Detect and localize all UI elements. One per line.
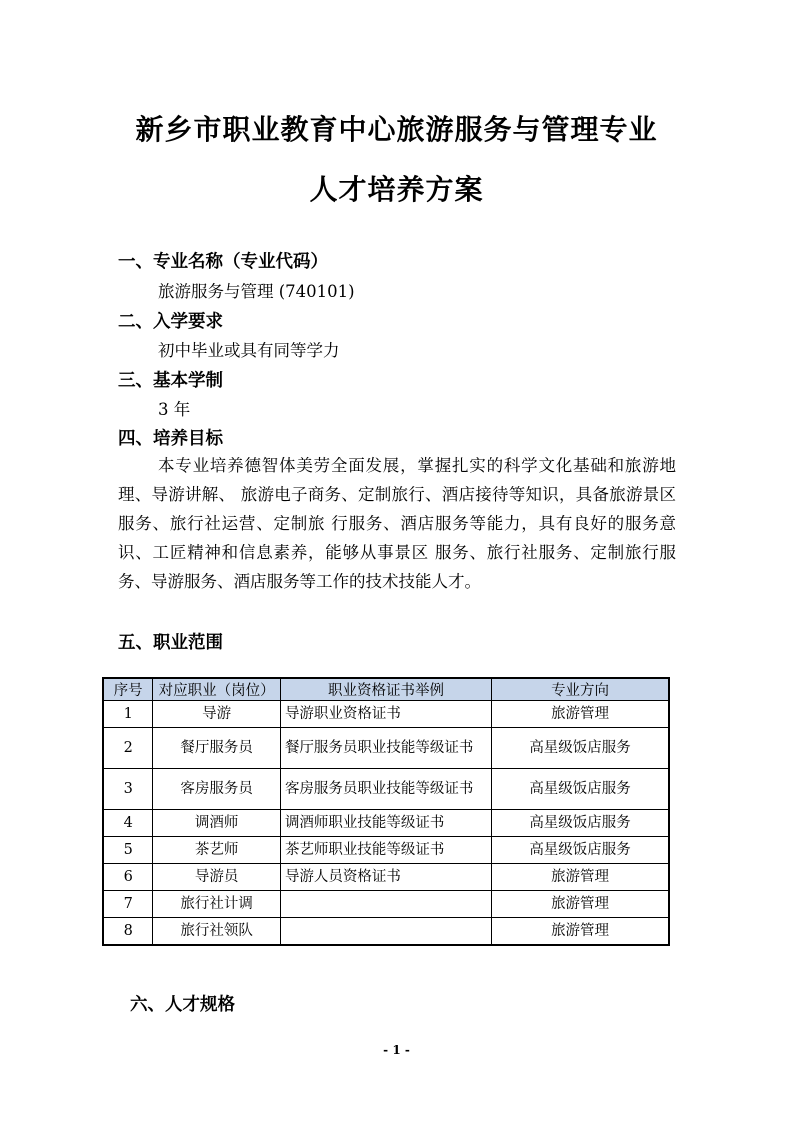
table-row <box>103 810 669 837</box>
table-row <box>103 728 669 769</box>
admission-text: 初中毕业或具有同等学力 <box>158 341 340 360</box>
cell-certificate: 导游人员资格证书 <box>280 864 491 891</box>
cell-index: 6 <box>103 864 153 891</box>
cell-direction: 高星级饭店服务 <box>492 810 669 837</box>
duration-text: 3 年 <box>158 400 191 419</box>
cell-occupation: 餐厅服务员 <box>153 728 281 769</box>
table-header-row <box>103 678 669 701</box>
page-number: - 1 - <box>383 1043 410 1057</box>
table-row <box>103 864 669 891</box>
cell-certificate: 餐厅服务员职业技能等级证书 <box>280 728 491 769</box>
table-row <box>103 918 669 946</box>
cell-index: 1 <box>103 701 153 728</box>
cell-index: 7 <box>103 891 153 918</box>
table-row <box>103 769 669 810</box>
cell-index: 4 <box>103 810 153 837</box>
cell-direction: 高星级饭店服务 <box>492 769 669 810</box>
header-cell: 对应职业（岗位） <box>153 678 281 701</box>
section-heading-duration: 三、基本学制 <box>118 371 223 391</box>
cell-occupation: 导游 <box>153 701 281 728</box>
cell-occupation: 旅行社计调 <box>153 891 281 918</box>
cell-direction: 高星级饭店服务 <box>492 728 669 769</box>
table-row <box>103 837 669 864</box>
document-title-line1: 新乡市职业教育中心旅游服务与管理专业 <box>135 113 658 146</box>
cell-occupation: 旅行社领队 <box>153 918 281 946</box>
table-row <box>103 701 669 728</box>
cell-certificate <box>280 891 491 918</box>
cell-direction: 旅游管理 <box>492 864 669 891</box>
cell-index: 2 <box>103 728 153 769</box>
cell-index: 5 <box>103 837 153 864</box>
cell-direction: 旅游管理 <box>492 891 669 918</box>
header-cell: 职业资格证书举例 <box>280 678 491 701</box>
section-heading-career-scope: 五、职业范围 <box>118 633 223 653</box>
header-cell: 序号 <box>103 678 153 701</box>
cell-certificate: 茶艺师职业技能等级证书 <box>280 837 491 864</box>
section-heading-objectives: 四、培养目标 <box>118 429 223 449</box>
section-heading-talent-spec: 六、人才规格 <box>130 995 235 1015</box>
cell-certificate <box>280 918 491 946</box>
section-heading-major-name: 一、专业名称（专业代码） <box>118 252 328 272</box>
cell-occupation: 导游员 <box>153 864 281 891</box>
document-title-line2: 人才培养方案 <box>309 173 484 206</box>
header-cell: 专业方向 <box>492 678 669 701</box>
table-row <box>103 891 669 918</box>
cell-occupation: 调酒师 <box>153 810 281 837</box>
cell-occupation: 客房服务员 <box>153 769 281 810</box>
cell-certificate: 客房服务员职业技能等级证书 <box>280 769 491 810</box>
cell-direction: 旅游管理 <box>492 701 669 728</box>
objectives-paragraph: 本专业培养德智体美劳全面发展，掌握扎实的科学文化基础和旅游地理、导游讲解、 旅游电子商务、定制旅行、酒店接待等知识，具备旅游景区服务、旅行社运营、定制旅 行服务、酒店服务等能力，具有良好的服务意识、工匠精神和信息素养，能够从事景区 服务、旅行社服务、定制旅行服务、导游服务、酒店服务等工作的技术技能人才。 <box>118 456 676 591</box>
cell-index: 3 <box>103 769 153 810</box>
section-heading-admission: 二、入学要求 <box>118 312 223 332</box>
cell-occupation: 茶艺师 <box>153 837 281 864</box>
career-table <box>102 677 670 946</box>
cell-certificate: 导游职业资格证书 <box>280 701 491 728</box>
cell-index: 8 <box>103 918 153 946</box>
cell-direction: 高星级饭店服务 <box>492 837 669 864</box>
cell-certificate: 调酒师职业技能等级证书 <box>280 810 491 837</box>
cell-direction: 旅游管理 <box>492 918 669 946</box>
major-name-text: 旅游服务与管理 (740101) <box>158 282 355 301</box>
